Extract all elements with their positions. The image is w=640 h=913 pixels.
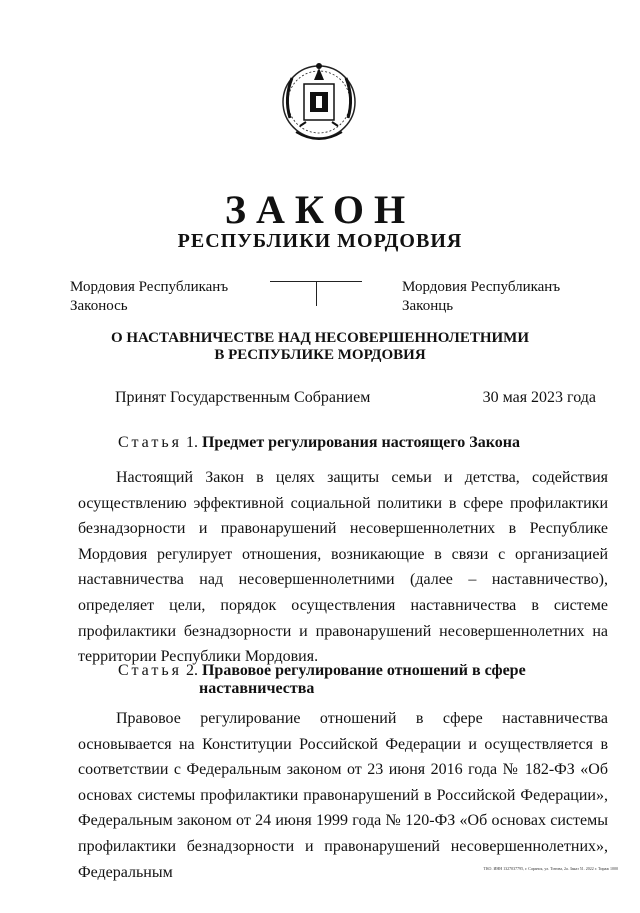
law-name-line1: О НАСТАВНИЧЕСТВЕ НАД НЕСОВЕРШЕННОЛЕТНИМИ: [110, 330, 530, 346]
article-2-text: Правовое регулирование отношений в сфере наставничества основывается на Конституции Российской Федерации и осуществляется в соответствии с Федеральным законом от 23 июня 2016 года № 182-ФЗ «Об основах системы профилактики правонарушений в Российской Федерации», Федеральным законом от 24 июня 1999 года № 120-ФЗ «Об основах системы профилактики безнадзорности и правонарушений несовершеннолетних», Федеральным: [78, 710, 608, 881]
adopted-by: Принят Государственным Собранием: [115, 389, 371, 406]
coat-of-arms-icon: [274, 58, 364, 150]
right-bilingual-caption: [402, 278, 560, 316]
article-number: 2.: [185, 662, 198, 679]
divider-vertical: [316, 281, 317, 306]
left-caption-line1: Мордовия Республиканъ: [70, 279, 229, 295]
adopted-date: 30 мая 2023 года: [482, 389, 596, 406]
left-caption-line2: Законось: [70, 298, 128, 314]
article-title-line1: Правовое регулирование отношений в сфере: [201, 662, 526, 679]
article-label: Статья: [118, 434, 182, 451]
right-caption-line1: Мордовия Республиканъ: [402, 279, 561, 295]
article-title: Предмет регулирования настоящего Закона: [201, 434, 520, 451]
article-1-text: Настоящий Закон в целях защиты семьи и детства, содействия осуществлению эффективной социальной политики в сфере профилактики безнадзорности и правонарушений несовершеннолетних в Республике Мордовия регулирует отношения, возникающие в связи с организацией наставничества над несовершеннолетними (далее – наставничество), определяет цели, порядок осуществления наставничества в системе профилактики безнадзорности и правонарушений несовершеннолетних на территории Республики Мордовия.: [78, 469, 608, 666]
print-imprint: ТКО. ИНН 1327037795, г. Саранск, ул. Титова, 2а. Заказ 51. 2022 г. Тираж 1000: [483, 866, 618, 871]
article-title-line2: наставничества: [199, 680, 315, 697]
law-name-line2: В РЕСПУБЛИКЕ МОРДОВИЯ: [214, 347, 426, 363]
document-subtitle: РЕСПУБЛИКИ МОРДОВИЯ: [177, 230, 463, 252]
document-title: ЗАКОН: [224, 187, 416, 232]
article-number: 1.: [185, 434, 198, 451]
law-name: [60, 330, 580, 364]
article-1-heading: [118, 434, 520, 452]
left-bilingual-caption: [70, 278, 228, 316]
right-caption-line2: Законць: [402, 298, 454, 314]
article-2-heading: [118, 662, 526, 680]
article-label: Статья: [118, 662, 182, 679]
